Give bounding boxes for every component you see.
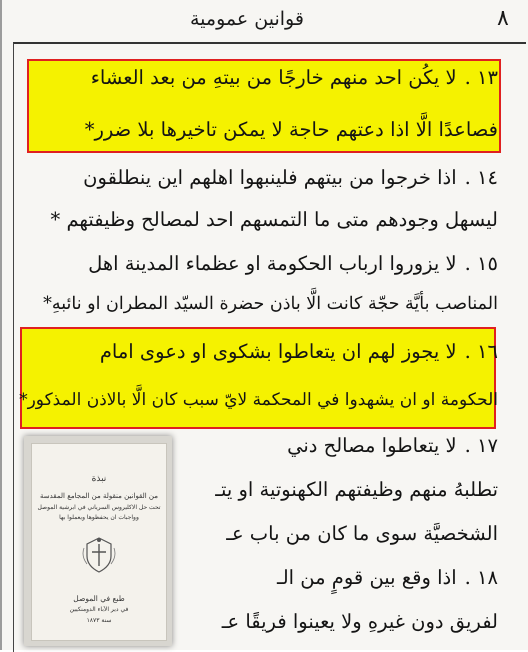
rule-number: ١٣ .: [464, 66, 498, 89]
line-text: ليسهل وجودهم متى ما التمسهم احد لمصالح وظيفتهم *: [50, 208, 498, 231]
text-line: [43, 294, 498, 314]
inset-title: نبذة: [91, 474, 107, 484]
line-text: لفريق دون غيرهِ ولا يعينوا فريقًا عـ: [221, 610, 498, 633]
inset-year: سنة ١٨٧٣: [86, 617, 112, 624]
inset-line: وواجبات ان يحفظوها ويعملوا بها: [59, 514, 139, 521]
line-text: الشخصيَّة سوى ما كان من باب عـ: [226, 522, 498, 545]
line-text: لا يزوروا ارباب الحكومة او عظماء المدينة اهل: [88, 252, 457, 275]
text-line: [83, 166, 498, 189]
emblem-icon: [81, 536, 117, 574]
text-line: [277, 566, 498, 589]
text-line: [222, 610, 498, 633]
text-line: [215, 478, 498, 501]
inset-subtitle: من القوانين منقولة من المجامع المقدسة: [40, 492, 158, 500]
line-text: المناصب بأيَّة حجّة كانت الَّا باذن حضرة السيّد المطران او نائبهِ*: [43, 294, 498, 314]
line-text: فصاعدًا الَّا اذا دعتهم حاجة لا يمكن تاخيرها بلا ضرر*: [84, 118, 498, 141]
text-line: [88, 252, 498, 275]
rule-number: ١٧ .: [464, 434, 498, 457]
inset-line: تحت حل الاكليروس السرياني في ابرشية الموصل: [37, 504, 161, 511]
line-text: لا يجوز لهم ان يتعاطوا بشكوى او دعوى امام: [99, 340, 457, 363]
line-text: تطلبهُ منهم وظيفتهم الكهنوتية او يتـ: [215, 478, 498, 501]
rule-number: ١٦ .: [464, 340, 498, 363]
text-line: [19, 390, 498, 410]
text-line: [287, 434, 498, 457]
text-line: [51, 208, 499, 231]
line-text: الحكومة او ان يشهدوا في المحكمة لايّ سبب كان الَّا بالاذن المذكور*: [19, 390, 498, 410]
inset-press: في دير الآباء الدومنكيين: [69, 606, 129, 613]
title-page-thumbnail: [24, 436, 172, 646]
line-text: اذا خرجوا من بيتهم فلينبهوا اهلهم اين ينطلقون: [83, 166, 457, 189]
rule-number: ١٨ .: [464, 566, 498, 589]
page-edge: [0, 0, 2, 650]
page-number: ٨: [497, 6, 509, 31]
text-line: [100, 340, 498, 363]
title-page: [31, 443, 167, 641]
line-text: اذا وقع بين قومٍ من الـ: [277, 566, 457, 589]
rule-number: ١٥ .: [464, 252, 498, 275]
line-text: لا يتعاطوا مصالح دني: [287, 434, 457, 457]
running-title: قوانين عمومية: [190, 8, 304, 30]
rule-number: ١٤ .: [464, 166, 498, 189]
text-line: [85, 118, 498, 141]
inset-printed-at: طبع في الموصل: [73, 594, 125, 603]
text-line: [226, 522, 498, 545]
page-header: [0, 4, 528, 36]
line-text: لا يكُن احد منهم خارجًا من بيتهِ من بعد العشاء: [90, 66, 457, 89]
text-line: [91, 66, 498, 89]
